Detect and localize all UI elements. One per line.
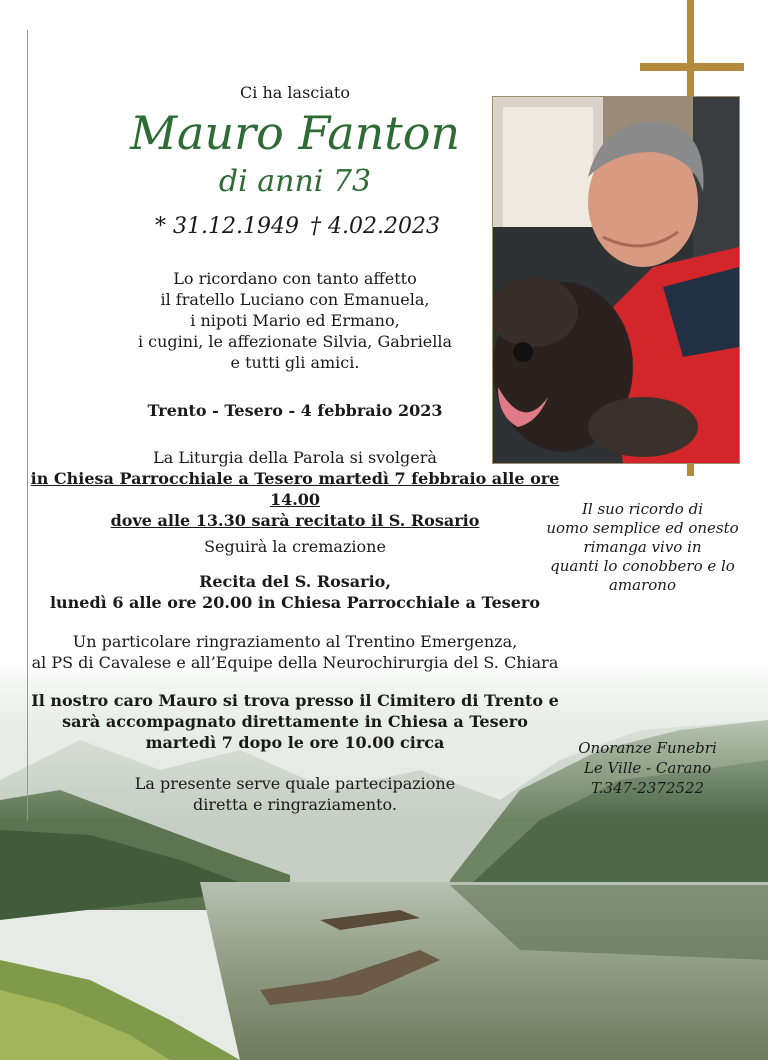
mourners-line: il fratello Luciano con Emanuela,	[160, 290, 430, 309]
liturgy-block	[30, 447, 560, 531]
quote-line: rimanga vivo in	[583, 538, 702, 556]
closing-line: La presente serve quale partecipazione	[134, 774, 456, 793]
funeral-home-phone: T.347-2372522	[590, 779, 705, 797]
rosary-title: Recita del S. Rosario,	[199, 572, 391, 591]
rosary-detail: lunedì 6 alle ore 20.00 in Chiesa Parrocchiale a Tesero	[49, 593, 541, 612]
mourners-line: Lo ricordano con tanto affetto	[173, 269, 417, 288]
birth-date: * 31.12.1949	[155, 214, 299, 239]
liturgy-line: dove alle 13.30 sarà recitato il S. Rosario	[110, 511, 480, 530]
death-date: † 4.02.2023	[310, 214, 440, 239]
thanks-line: al PS di Cavalese e all’Equipe della Neurochirurgia del S. Chiara	[31, 653, 559, 672]
location-line: sarà accompagnato direttamente in Chiesa a Tesero	[62, 712, 528, 731]
quote-line: Il suo ricordo di	[581, 500, 704, 518]
closing-line: diretta e ringraziamento.	[193, 795, 397, 814]
age-text: di anni 73	[218, 164, 372, 199]
mourners-line: i nipoti Mario ed Ermano,	[190, 311, 400, 330]
quote-line: quanti lo conobbero e lo	[550, 557, 735, 575]
closing-block	[90, 773, 500, 815]
location-note	[30, 690, 560, 753]
rosary-block	[40, 571, 550, 613]
liturgy-line: La Liturgia della Parola si svolgerà	[153, 448, 437, 467]
funeral-home-location: Le Ville - Carano	[583, 759, 712, 777]
memory-quote	[535, 500, 750, 595]
cremation-text: Seguirà la cremazione	[204, 537, 386, 556]
funeral-home	[555, 738, 740, 798]
quote-line: amarono	[608, 576, 676, 594]
funeral-home-name: Onoranze Funebri	[578, 739, 717, 757]
deceased-name: Mauro Fanton	[129, 106, 461, 160]
thanks-block	[30, 631, 560, 673]
intro-text: Ci ha lasciato	[240, 83, 350, 102]
mourners-line: i cugini, le affezionate Silvia, Gabriella	[137, 332, 453, 351]
place-date: Trento - Tesero - 4 febbraio 2023	[147, 401, 443, 420]
mourners-block	[90, 268, 500, 373]
thanks-line: Un particolare ringraziamento al Trentino Emergenza,	[72, 632, 518, 651]
quote-line: uomo semplice ed onesto	[546, 519, 739, 537]
location-line: martedì 7 dopo le ore 10.00 circa	[145, 733, 445, 752]
liturgy-line: in Chiesa Parrocchiale a Tesero martedì 7 febbraio alle ore 14.00	[30, 469, 560, 509]
mourners-line: e tutti gli amici.	[230, 353, 360, 372]
decorative-line	[27, 30, 28, 820]
location-line: Il nostro caro Mauro si trova presso il Cimitero di Trento e	[31, 691, 559, 710]
cross-icon-bar	[640, 63, 744, 71]
portrait-photo	[492, 96, 740, 464]
